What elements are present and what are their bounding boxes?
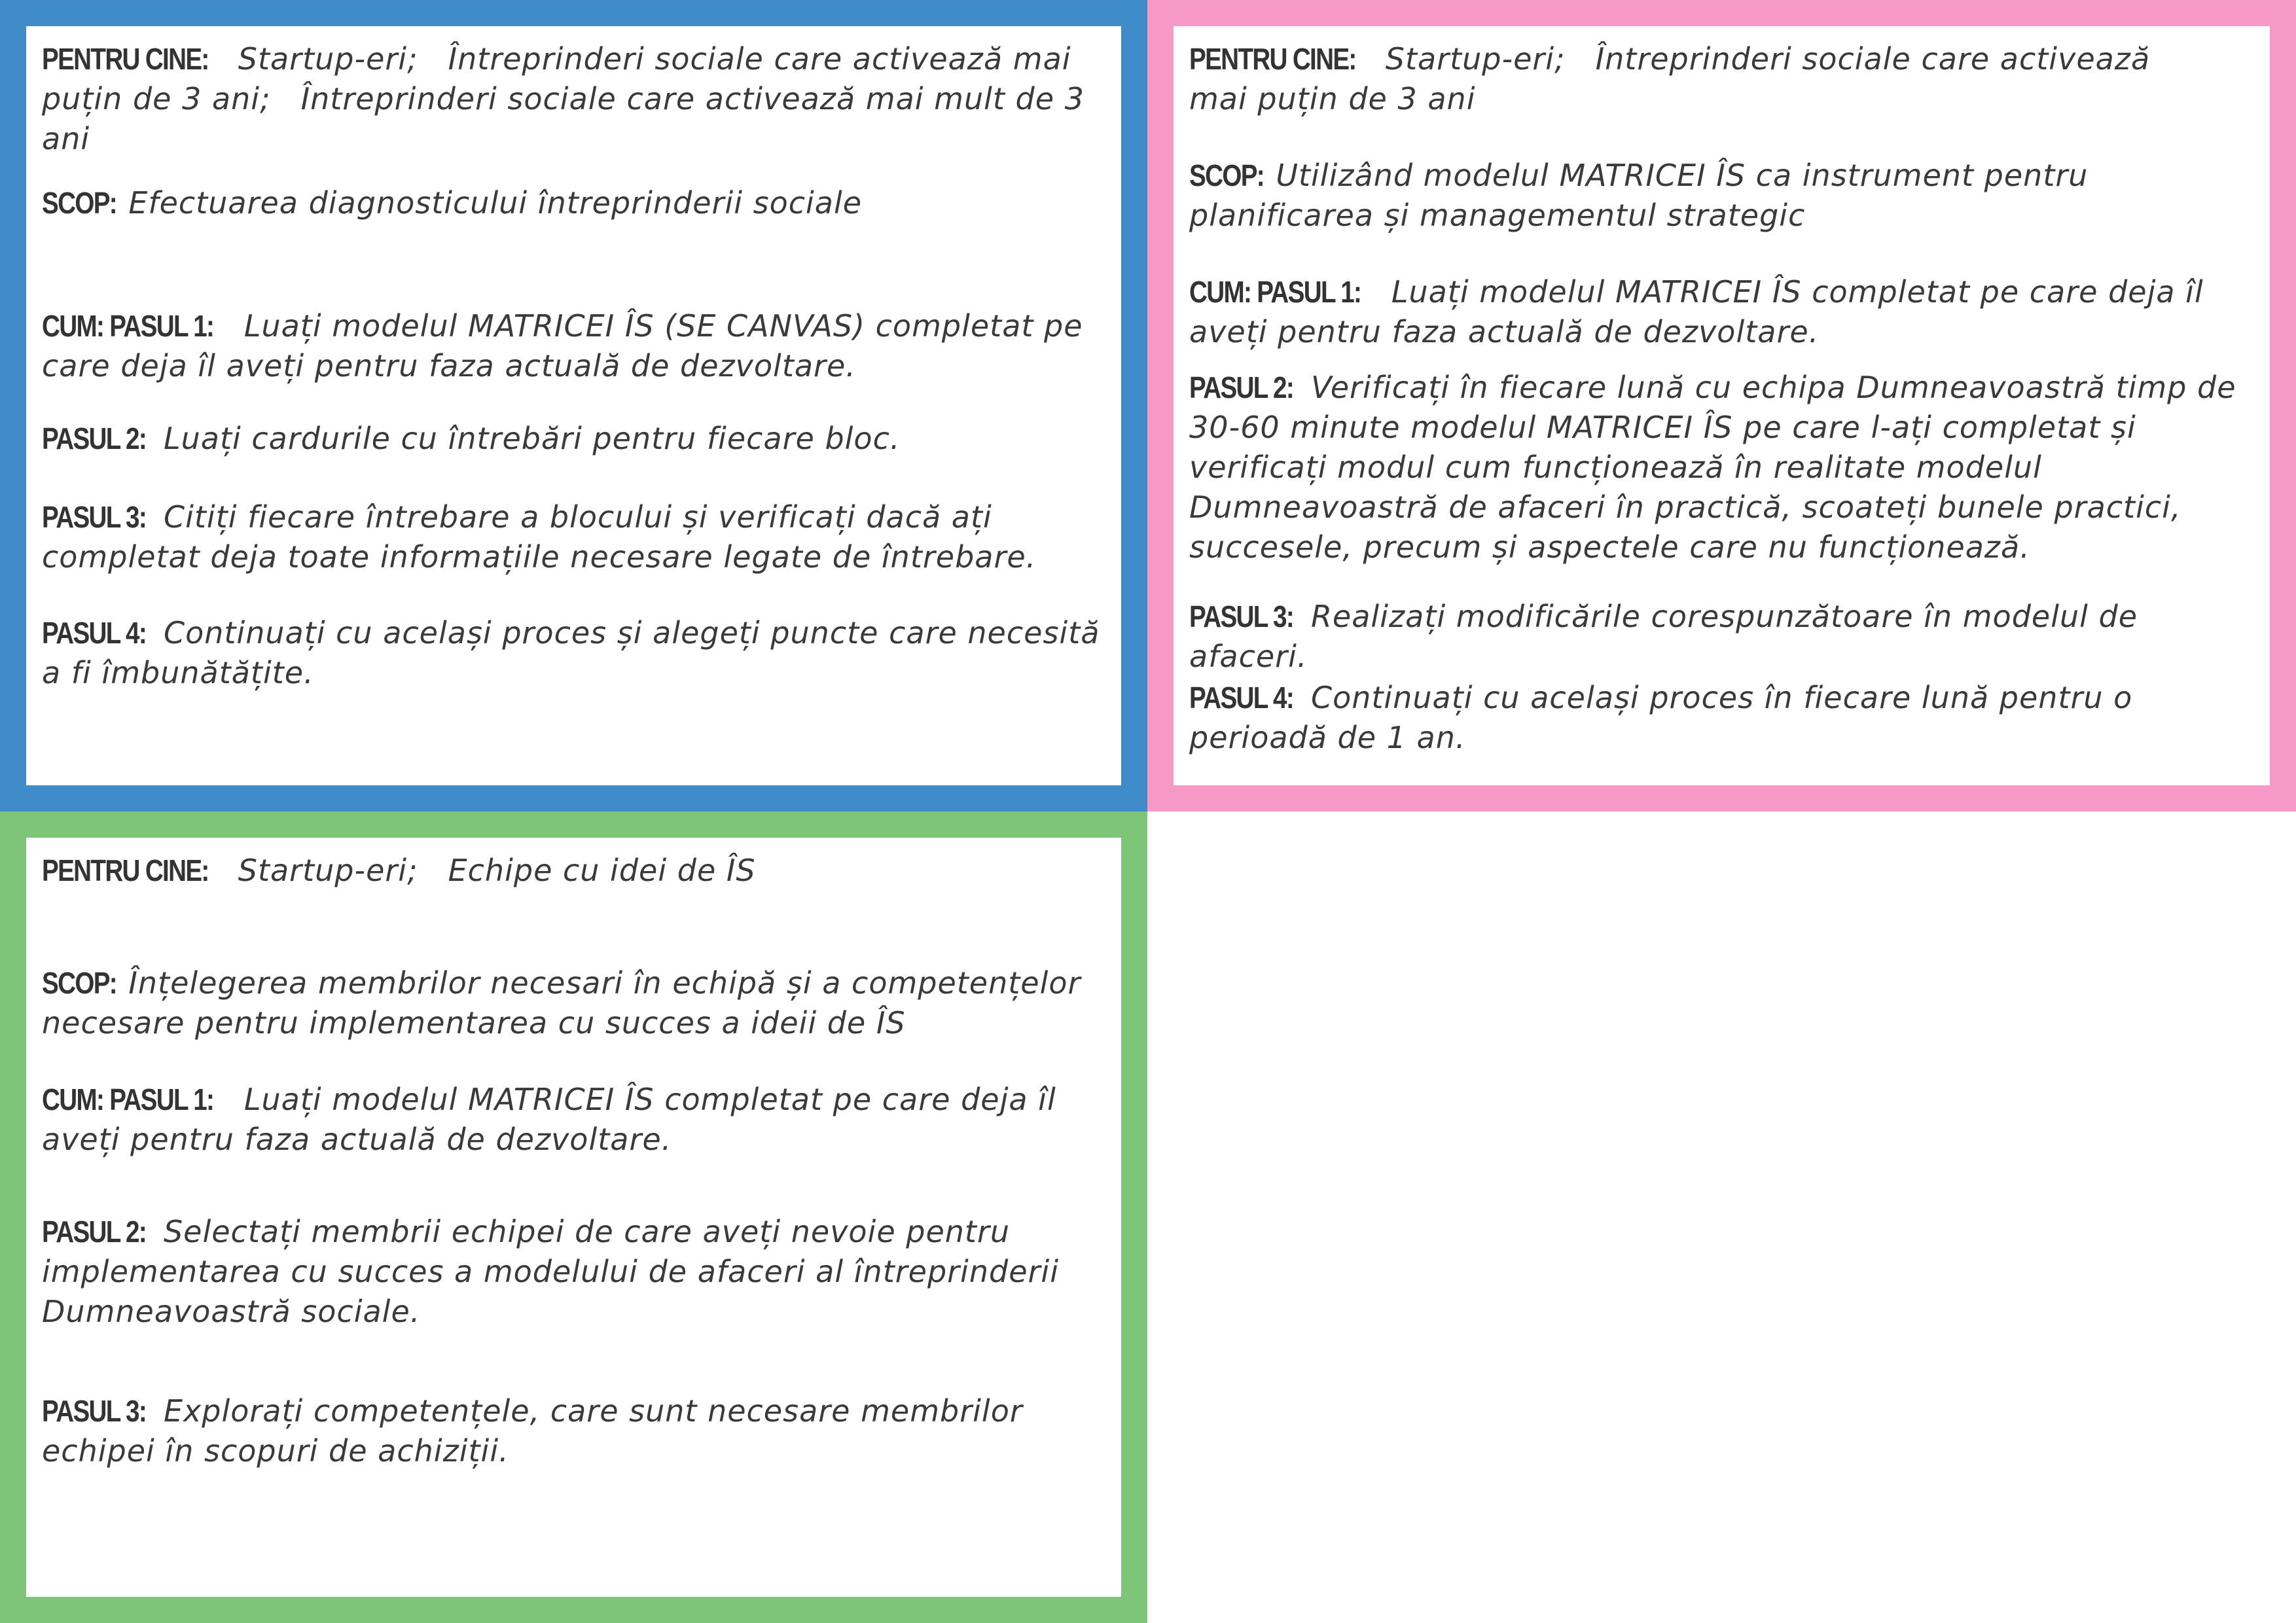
step-label: CUM: PASUL 1: — [42, 309, 214, 343]
step-text: Citiți fiecare întrebare a blocului și verificați dacă ați completat deja toate informațiile necesare legate de întrebare. — [42, 499, 1037, 575]
step-text: Explorați competențele, care sunt necesare membrilor echipei în scopuri de achiziții. — [42, 1393, 1023, 1469]
step-block — [42, 613, 1111, 693]
for-whom-block — [42, 39, 1111, 159]
step-block — [1189, 597, 2259, 677]
card-diagnostic — [0, 0, 1147, 812]
step-label: PASUL 2: — [42, 1215, 147, 1249]
scope-text: Înțelegerea membrilor necesari în echipă și a competențelor necesare pentru implementarea cu succes a ideii de ÎS — [42, 965, 1081, 1041]
scope-text: Utilizând modelul MATRICEI ÎS ca instrument pentru planificarea și managementul strategic — [1189, 158, 2089, 233]
step-label: PASUL 4: — [1189, 681, 1294, 715]
step-label: PASUL 2: — [1189, 370, 1294, 404]
step-block — [42, 1212, 1111, 1332]
step-label: CUM: PASUL 1: — [42, 1082, 214, 1116]
step-block — [42, 1080, 1111, 1160]
for-whom-label: PENTRU CINE: — [42, 853, 209, 887]
step-label: PASUL 3: — [42, 1394, 147, 1428]
scope-label: SCOP: — [42, 966, 117, 1000]
for-whom-label: PENTRU CINE: — [1189, 42, 1356, 76]
step-label: PASUL 3: — [1189, 599, 1294, 633]
step-text: Luați modelul MATRICEI ÎS (SE CANVAS) completat pe care deja îl aveți pentru faza actuală de dezvoltare. — [42, 308, 1083, 383]
step-block — [42, 497, 1111, 577]
step-block — [1189, 368, 2259, 567]
step-text: Selectați membrii echipei de care aveți nevoie pentru implementarea cu succes a modelului de afaceri al întreprinderii Dumneavoastră sociale. — [42, 1214, 1059, 1329]
step-text: Continuați cu același proces și alegeți puncte care necesită a fi îmbunătățite. — [42, 615, 1100, 690]
step-label: PASUL 4: — [42, 616, 147, 650]
step-text: Luați cardurile cu întrebări pentru fiecare bloc. — [163, 421, 901, 456]
card-team-competencies — [0, 812, 1147, 1623]
audience-item: Întreprinderi sociale care activează mai puțin de 3 ani; — [42, 41, 1071, 116]
step-text: Continuați cu același proces în fiecare lună pentru o perioadă de 1 an. — [1189, 680, 2133, 755]
step-block — [42, 419, 1111, 459]
step-label: CUM: PASUL 1: — [1189, 275, 1361, 309]
audience-item: Echipe cu idei de ÎS — [448, 853, 756, 888]
scope-block — [42, 183, 1111, 223]
step-block — [1189, 272, 2259, 352]
for-whom-label: PENTRU CINE: — [42, 42, 209, 76]
scope-label: SCOP: — [42, 186, 117, 220]
card-strategic-planning — [1147, 0, 2296, 812]
audience-item: Întreprinderi sociale care activează mai puțin de 3 ani — [1189, 41, 2151, 116]
step-text: Verificați în fiecare lună cu echipa Dumneavoastră timp de 30-60 minute modelul MATRICEI ÎS pe care l-ați completat și verificați modul cum funcționează în realitate modelul Dumneavoastră de afaceri în practică, scoateți bunele practici, succesele, precum și aspectele care nu funcționează. — [1189, 370, 2236, 565]
step-text: Luați modelul MATRICEI ÎS completat pe care deja îl aveți pentru faza actuală de dezvoltare. — [42, 1082, 1056, 1157]
scope-block — [42, 963, 1111, 1043]
step-label: PASUL 3: — [42, 500, 147, 534]
audience-item: Startup-eri; — [1385, 41, 1566, 77]
step-text: Luați modelul MATRICEI ÎS completat pe care deja îl aveți pentru faza actuală de dezvoltare. — [1189, 274, 2204, 349]
step-block — [1189, 678, 2259, 758]
for-whom-block — [42, 851, 1111, 891]
step-block — [42, 306, 1111, 386]
for-whom-block — [1189, 39, 2159, 119]
audience-item: Startup-eri; — [238, 41, 418, 77]
audience-item: Întreprinderi sociale care activează mai mult de 3 ani — [42, 81, 1085, 156]
step-label: PASUL 2: — [42, 421, 147, 455]
scope-label: SCOP: — [1189, 158, 1264, 192]
scope-block — [1189, 156, 2259, 236]
audience-item: Startup-eri; — [238, 853, 418, 888]
scope-text: Efectuarea diagnosticului întreprinderii sociale — [128, 185, 863, 221]
step-block — [42, 1391, 1111, 1471]
step-text: Realizați modificările corespunzătoare în modelul de afaceri. — [1189, 599, 2138, 674]
